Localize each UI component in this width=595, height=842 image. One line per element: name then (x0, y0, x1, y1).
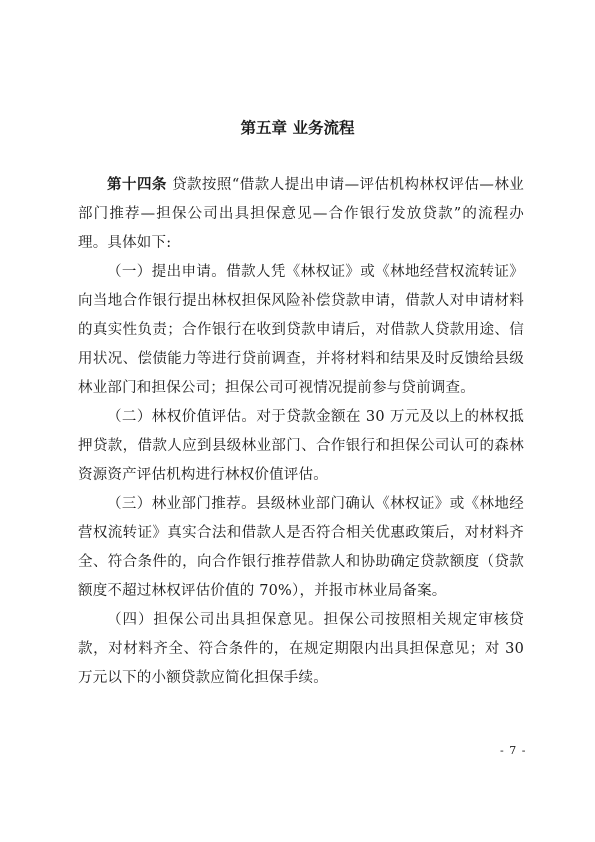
paragraph-item-1: （一）提出申请。借款人凭《林权证》或《林地经营权流转证》向当地合作银行提出林权担保风险补偿贷款申请，借款人对申请材料的真实性负责；合作银行在收到贷款申请后，对借款人贷款用途、信用状况、偿债能力等进行贷前调查，并将材料和结果及时反馈给县级林业部门和担保公司；担保公司可视情况提前参与贷前调查。 (78, 264, 524, 396)
paragraph-item-4: （四）担保公司出具担保意见。担保公司按照相关规定审核贷款，对材料齐全、符合条件的，在规定期限内出具担保意见；对 30 万元以下的小额贷款应简化担保手续。 (78, 612, 524, 686)
chapter-title: 第五章 业务流程 (240, 119, 355, 137)
article-14-text: 贷款按照“借款人提出申请—评估机构林权评估—林业部门推荐—担保公司出具担保意见—合作银行发放贷款”的流程办理。具体如下: (78, 177, 524, 251)
paragraph-item-3: （三）林业部门推荐。县级林业部门确认《林权证》或《林地经营权流转证》真实合法和借款人是否符合相关优惠政策后，对材料齐全、符合条件的，向合作银行推荐借款人和协助确定贷款额度（贷款额度不超过林权评估价值的 70%），并报市林业局备案。 (78, 496, 524, 599)
paragraph-item-2: （二）林权价值评估。对于贷款金额在 30 万元及以上的林权抵押贷款，借款人应到县级林业部门、合作银行和担保公司认可的森林资源资产评估机构进行林权价值评估。 (78, 409, 524, 483)
article-label: 第十四条 (107, 177, 167, 193)
page-number: - 7 - (500, 744, 527, 757)
paragraph-article-14 (78, 171, 524, 258)
article-body (78, 171, 524, 693)
